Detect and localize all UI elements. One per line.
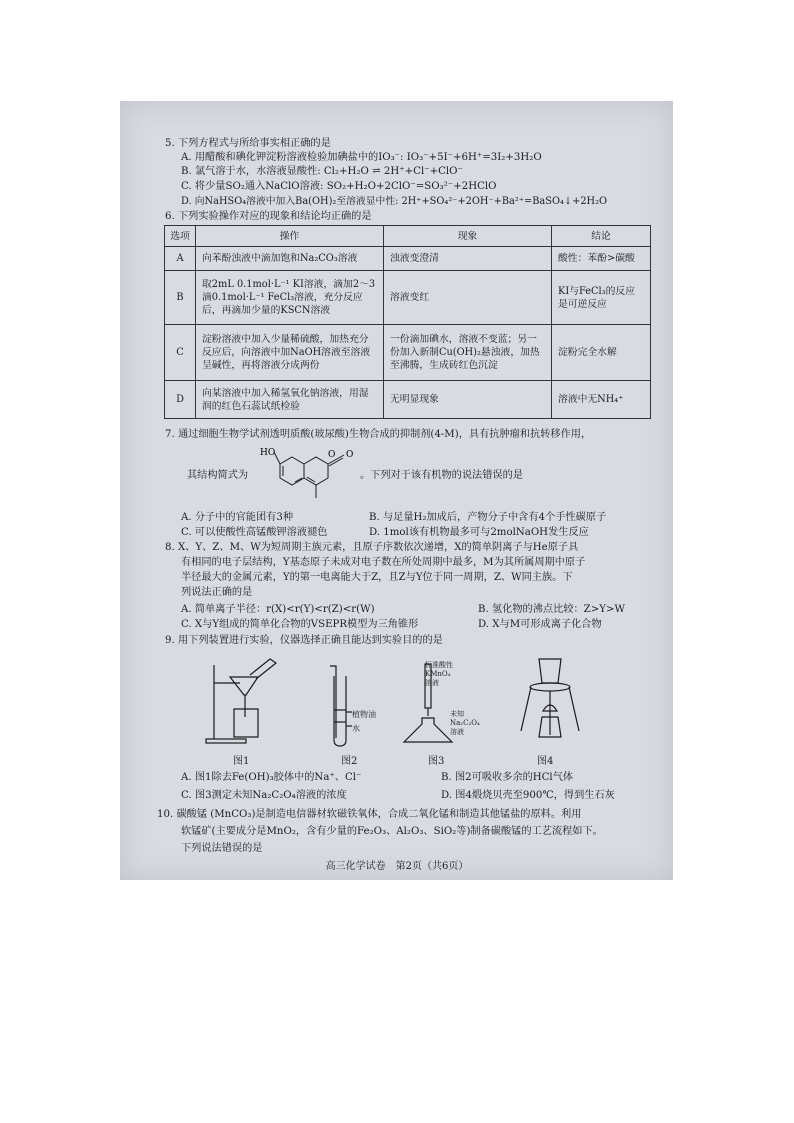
table-header: 现象	[384, 226, 552, 247]
q9-option-d: D. 图4煅烧贝壳至900℃，得到生石灰	[441, 790, 615, 801]
q8-line1: 8. X、Y、Z、M、W为短周期主族元素，且原子序数依次递增，X的简单阴离子与He原子具	[165, 542, 579, 553]
table-row	[165, 381, 651, 419]
q8-option-b: B. 氢化物的沸点比较：Z>Y>W	[478, 604, 625, 615]
table-cell: KI与FeCl₃的反应是可逆反应	[552, 271, 651, 325]
table-cell: 浊液变澄清	[384, 247, 552, 271]
table-cell: 向苯酚浊液中滴加饱和Na₂CO₃溶液	[196, 247, 384, 271]
table-cell: 淀粉完全水解	[552, 325, 651, 381]
q7-option-a: A. 分子中的官能团有3种	[181, 512, 294, 523]
q7-stem-cont: 。下列对于该有机物的说法错误的是	[360, 470, 523, 481]
table-cell: A	[165, 247, 196, 271]
table-row	[165, 271, 651, 325]
table-cell: 酸性：苯酚>碳酸	[552, 247, 651, 271]
structure-ho-label: HO	[260, 448, 276, 458]
table-cell: 溶液变红	[384, 271, 552, 325]
table-header-row	[165, 226, 651, 247]
q6-stem: 6. 下列实验操作对应的现象和结论均正确的是	[165, 211, 372, 222]
q10-line2: 软锰矿(主要成分是MnO₂，含有少量的Fe₂O₃、Al₂O₃、SiO₂等)制备碳酸锰的工艺流程如下。	[181, 826, 603, 837]
table-cell: 一份滴加碘水，溶液不变蓝；另一份加入新制Cu(OH)₂悬浊液，加热至沸腾，生成砖红色沉淀	[384, 325, 552, 381]
q9-option-b: B. 图2可吸收多余的HCl气体	[441, 772, 574, 783]
table-cell: 溶液中无NH₄⁺	[552, 381, 651, 419]
figure-2-label: 图2	[341, 756, 358, 767]
table-cell: 无明显现象	[384, 381, 552, 419]
table-header: 结论	[552, 226, 651, 247]
q7-structure-intro: 其结构简式为	[187, 470, 249, 481]
table-row	[165, 247, 651, 271]
q5-option-b: B. 氯气溶于水，水溶液显酸性: Cl₂+H₂O ⇌ 2H⁺+Cl⁻+ClO⁻	[181, 166, 463, 177]
q7-option-d: D. 1mol该有机物最多可与2molNaOH发生反应	[369, 527, 589, 538]
q8-line2: 有相同的电子层结构，Y基态原子未成对电子数在所处周期中最多，M为其所属周期中原子	[181, 557, 586, 568]
figure-3-bottom-label-3: 溶液	[450, 728, 464, 736]
figure-3-bottom-label-2: Na₂C₂O₄	[450, 719, 480, 727]
table-cell: 向某溶液中加入稀氢氧化钠溶液，用湿润的红色石蕊试纸检验	[196, 381, 384, 419]
q5-stem: 5. 下列方程式与所给事实相正确的是	[165, 138, 331, 149]
figure-4-heating-apparatus	[515, 655, 585, 745]
figure-3-top-label-3: 溶液	[425, 679, 439, 687]
figure-2-oil-label: 植物油	[352, 710, 376, 719]
q8-line3: 半径最大的金属元素，Y的第一电离能大于Z，且Z与Y位于同一周期，Z、W同主族。下	[181, 572, 573, 583]
table-cell: C	[165, 325, 196, 381]
q7-option-c: C. 可以使酸性高锰酸钾溶液褪色	[181, 527, 328, 538]
q8-option-d: D. X与M可形成离子化合物	[478, 619, 602, 630]
table-cell: 取2mL 0.1mol·L⁻¹ KI溶液，滴加2～3滴0.1mol·L⁻¹ FeCl₃溶液，充分反应后，再滴加少量的KSCN溶液	[196, 271, 384, 325]
figure-4-label: 图4	[537, 756, 554, 767]
q10-line3: 下列说法错误的是	[181, 843, 263, 854]
q9-stem: 9. 用下列装置进行实验，仪器选择正确且能达到实验目的的是	[165, 635, 443, 646]
figure-2-water-label: 水	[352, 724, 360, 733]
figure-1-filtration-apparatus	[200, 655, 280, 745]
table-header: 选项	[165, 226, 196, 247]
table-cell: 淀粉溶液中加入少量稀硫酸，加热充分反应后，向溶液中加NaOH溶液至溶液呈碱性，再将溶液分成两份	[196, 325, 384, 381]
figure-2-absorption-apparatus	[312, 662, 382, 747]
q5-option-d: D. 向NaHSO₄溶液中加入Ba(OH)₂至溶液显中性: 2H⁺+SO₄²⁻+2OH⁻+Ba²⁺=BaSO₄↓+2H₂O	[181, 196, 608, 207]
figure-3-bottom-label-1: 未知	[450, 710, 464, 718]
table-row	[165, 325, 651, 381]
table-header: 操作	[196, 226, 384, 247]
q8-line4: 列说法正确的是	[181, 587, 253, 598]
figure-3-top-label-1: 标准酸性	[425, 661, 453, 669]
coumarin-structure-diagram	[258, 443, 358, 503]
table-cell: B	[165, 271, 196, 325]
q5-option-a: A. 用醋酸和碘化钾淀粉溶液检验加碘盐中的IO₃⁻: IO₃⁻+5I⁻+6H⁺=3I₂+3H₂O	[181, 152, 542, 163]
q6-table	[164, 225, 651, 419]
structure-o-ring: O	[328, 450, 336, 460]
q7-option-b: B. 与足量H₂加成后，产物分子中含有4个手性碳原子	[369, 512, 607, 523]
q8-option-a: A. 简单离子半径：r(X)<r(Y)<r(Z)<r(W)	[181, 604, 375, 615]
q9-option-a: A. 图1除去Fe(OH)₃胶体中的Na⁺、Cl⁻	[181, 772, 362, 783]
q10-line1: 10. 碳酸锰 (MnCO₃)是制造电信器材软磁铁氧体，合成二氧化锰和制造其他锰盐的原料。利用	[157, 809, 582, 820]
structure-o-carbonyl: O	[346, 450, 354, 460]
q9-option-c: C. 图3测定未知Na₂C₂O₄溶液的浓度	[181, 790, 347, 801]
figure-1-label: 图1	[233, 756, 250, 767]
q8-option-c: C. X与Y组成的简单化合物的VSEPR模型为三角锥形	[181, 619, 419, 630]
page-footer: 高三化学试卷 第2页（共6页）	[325, 861, 469, 872]
table-cell: D	[165, 381, 196, 419]
q5-option-c: C. 将少量SO₂通入NaClO溶液: SO₂+H₂O+2ClO⁻=SO₃²⁻+2HClO	[181, 181, 497, 192]
figure-3-label: 图3	[428, 756, 445, 767]
figure-3-top-label-2: KMnO₄	[425, 670, 451, 678]
q7-stem: 7. 通过细胞生物学试剂透明质酸(玻尿酸)生物合成的抑制剂(4-M)，具有抗肿瘤和抗转移作用，	[165, 429, 592, 440]
